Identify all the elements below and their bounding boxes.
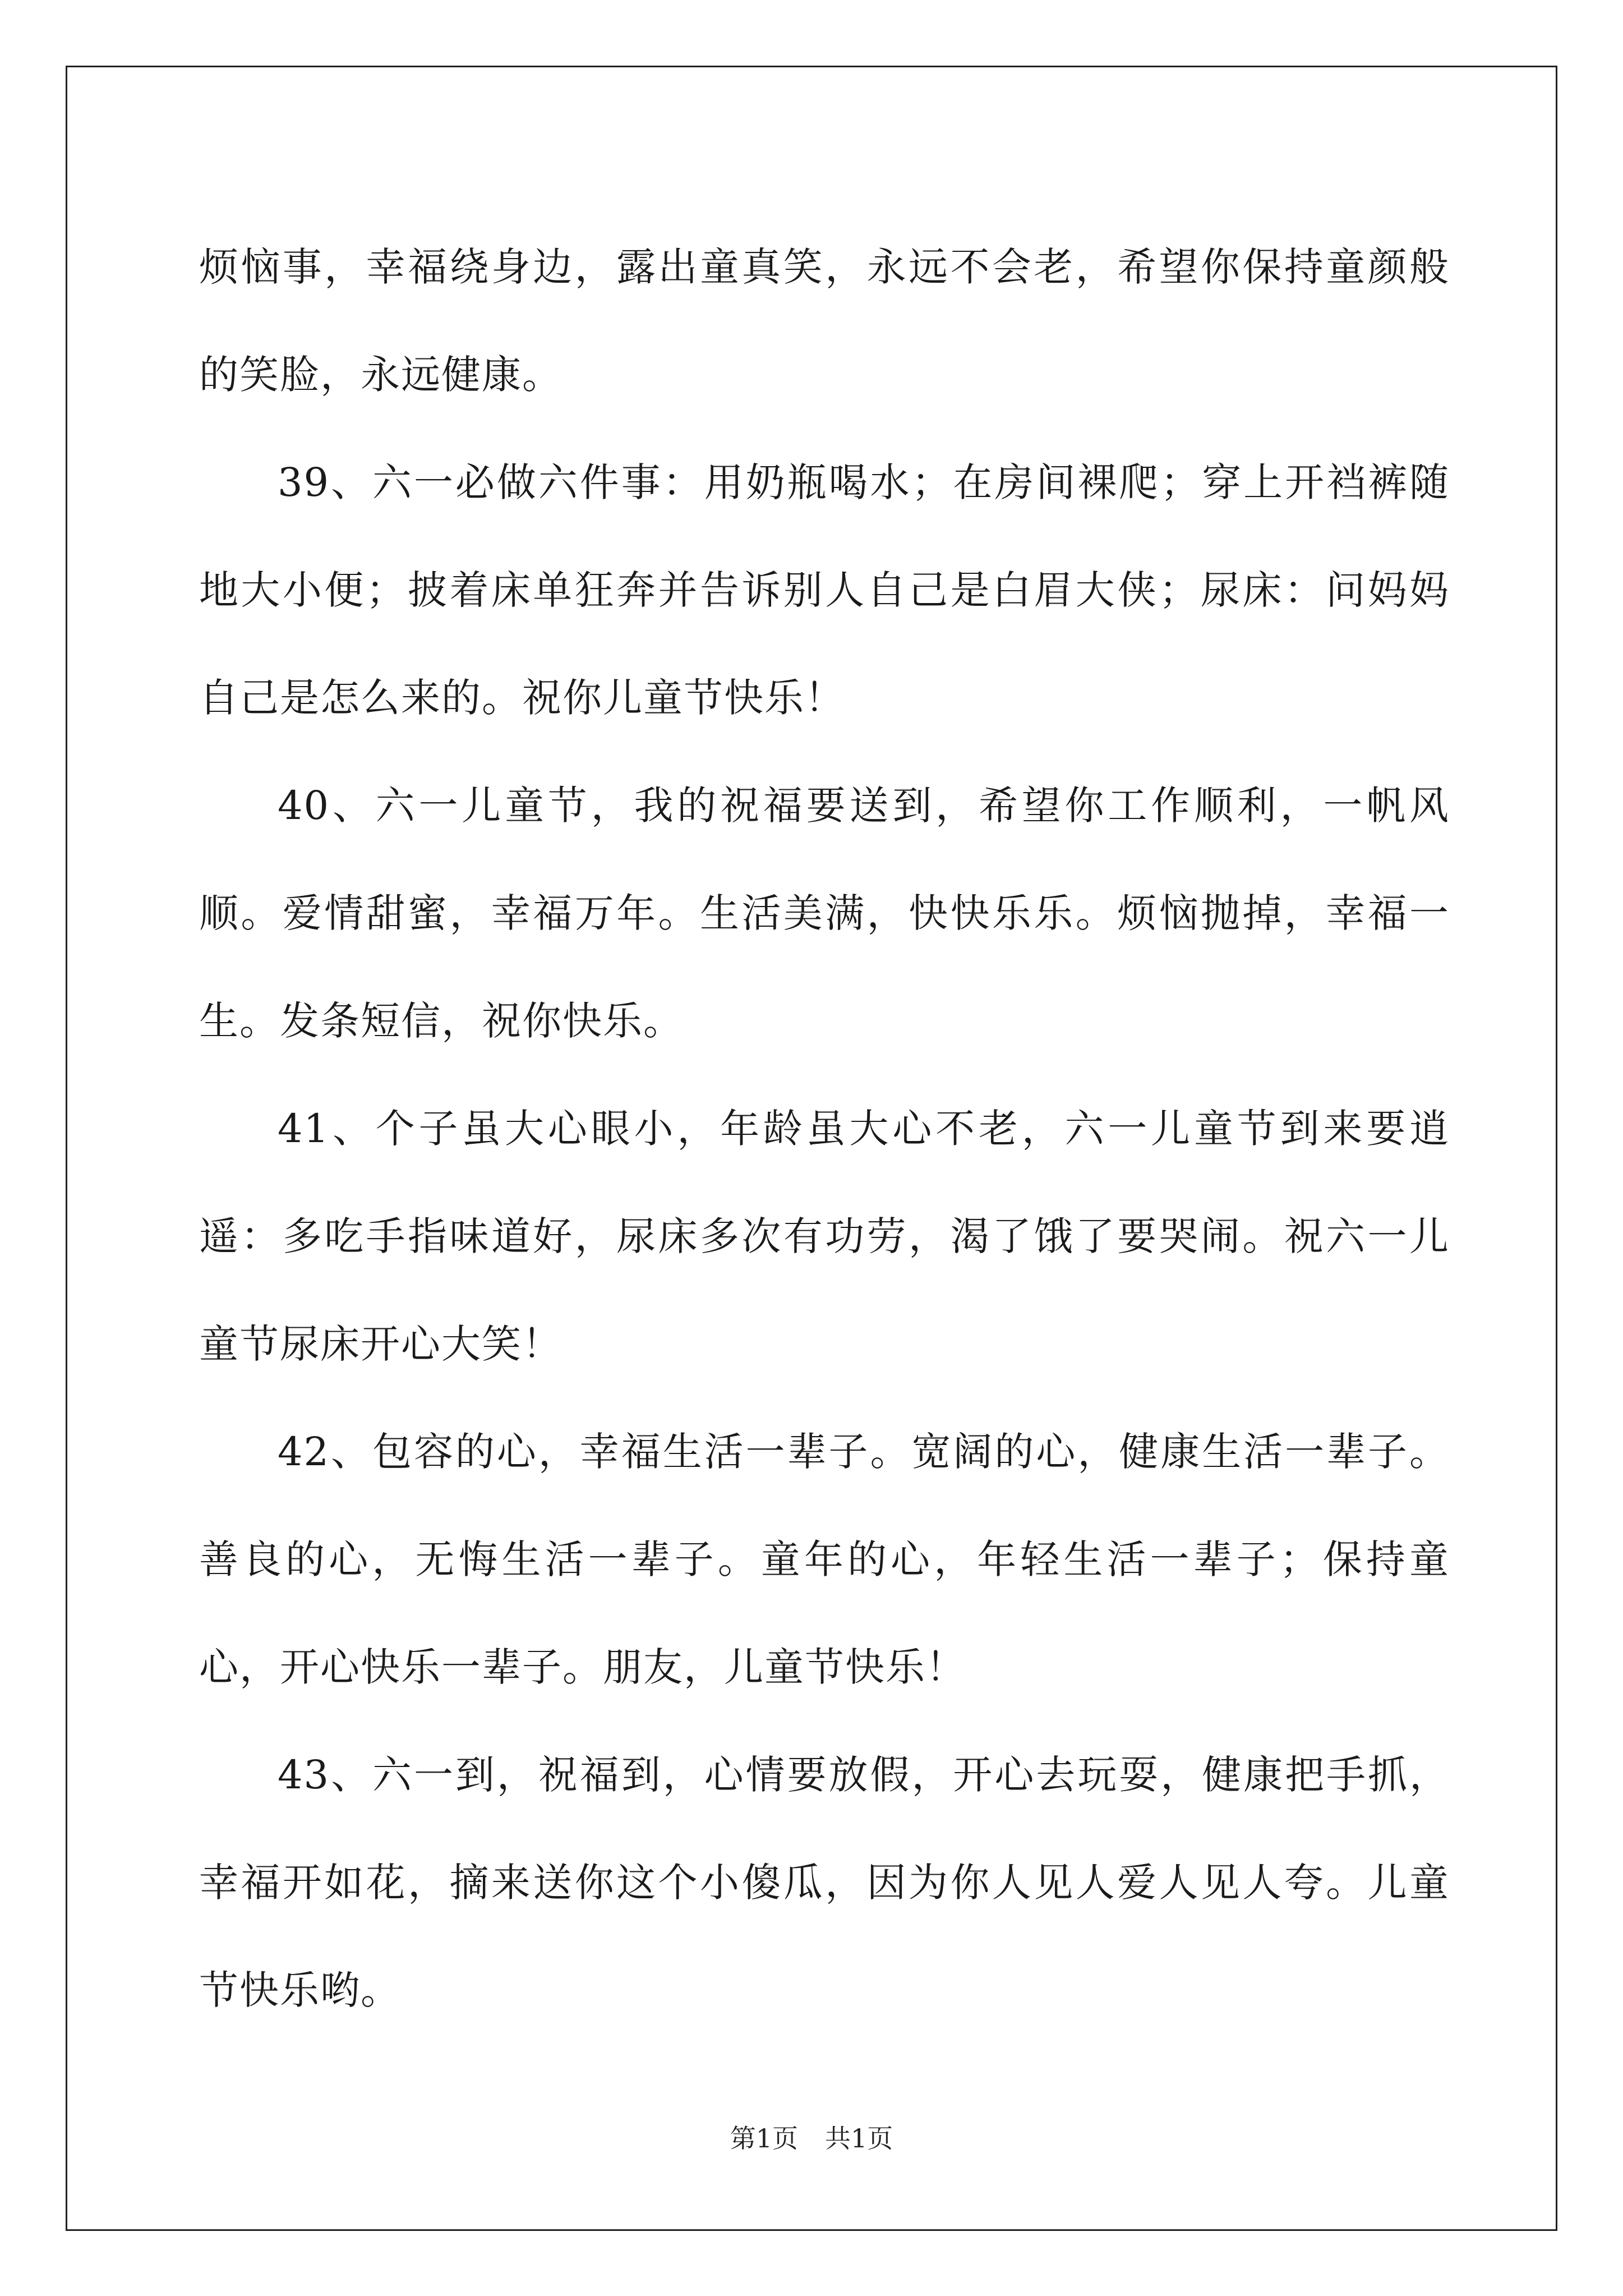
paragraph-41: 41、个子虽大心眼小，年龄虽大心不老，六一儿童节到来要逍遥：多吃手指味道好，尿床多次有功劳，渴了饿了要哭闹。祝六一儿童节尿床开心大笑！	[199, 1106, 1450, 1367]
paragraph-40: 40、六一儿童节，我的祝福要送到，希望你工作顺利，一帆风顺。爱情甜蜜，幸福万年。生活美满，快快乐乐。烦恼抛掉，幸福一生。发条短信，祝你快乐。	[199, 783, 1450, 1044]
page-number: 第1页	[730, 2123, 798, 2154]
page-footer	[0, 2118, 1623, 2155]
paragraph-43: 43、六一到，祝福到，心情要放假，开心去玩耍，健康把手抓，幸福开如花，摘来送你这个小傻瓜，因为你人见人爱人见人夸。儿童节快乐哟。	[199, 1752, 1450, 2013]
paragraph-42: 42、包容的心，幸福生活一辈子。宽阔的心，健康生活一辈子。善良的心，无悔生活一辈子。童年的心，年轻生活一辈子；保持童心，开心快乐一辈子。朋友，儿童节快乐！	[199, 1429, 1450, 1690]
page-total: 共1页	[825, 2123, 893, 2154]
document-body	[199, 213, 1450, 2044]
paragraph-39: 39、六一必做六件事：用奶瓶喝水；在房间裸爬；穿上开裆裤随地大小便；披着床单狂奔并告诉别人自己是白眉大侠；尿床：问妈妈自己是怎么来的。祝你儿童节快乐！	[199, 459, 1450, 721]
paragraph-continuation: 烦恼事，幸福绕身边，露出童真笑，永远不会老，希望你保持童颜般的笑脸，永远健康。	[199, 244, 1450, 398]
